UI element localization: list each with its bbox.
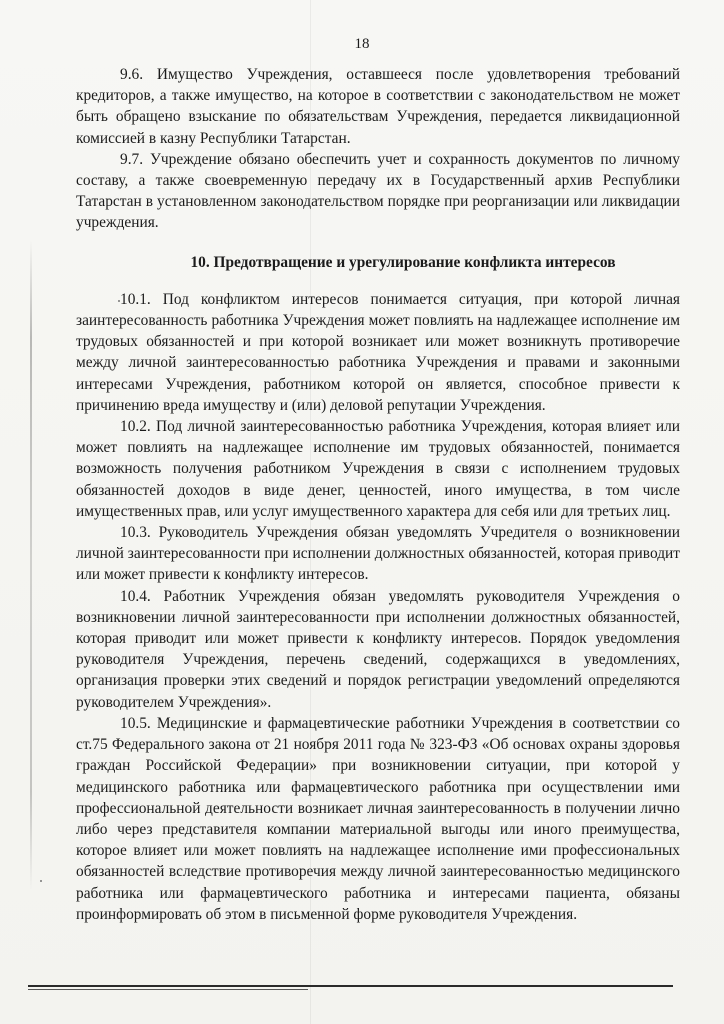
page-number: 18 [354,36,370,52]
scan-speck [118,300,120,302]
bottom-scan-rule [28,985,673,987]
paragraph-10-2: 10.2. Под личной заинтересованностью работника Учреждения, которая влияет или может повлиять на надлежащее исполнение им трудовых обязанностей, понимается возможность получения работником Учреждения в связи с исполнением трудовых обязанностей доходов в виде денег, ценностей, иного имущества, в том числе имущественных прав, или услуг имущественного характера для себя или для третьих лиц. [76,418,680,520]
scan-speck [40,880,42,882]
paragraph-9-6: 9.6. Имущество Учреждения, оставшееся после удовлетворения требований кредиторов, а также имущество, на которое в соответствии с законодательством не может быть обращено взыскание по обязательствам Учреждения, передается ликвидационной комиссией в казну Республики Татарстан. [76,66,680,147]
bottom-scan-rule-secondary [28,989,308,990]
paragraph-10-1: 10.1. Под конфликтом интересов понимается ситуация, при которой личная заинтересованность работника Учреждения может повлиять на надлежащее исполнение им трудовых обязанностей и при которой возникает или может возникнуть противоречие между личной заинтересованностью работника Учреждения и правами и законными интересами Учреждения, работником которой он является, способное привести к причинению вреда имуществу и (или) деловой репутации Учреждения. [76,290,680,414]
paragraph-9-7: 9.7. Учреждение обязано обеспечить учет и сохранность документов по личному составу, а также своевременную передачу их в Государственный архив Республики Татарстан в установленном законодательством порядке при реорганизации или ликвидации учреждения. [76,150,680,232]
paragraph-10-4: 10.4. Работник Учреждения обязан уведомлять руководителя Учреждения о возникновении личной заинтересованности при исполнении должностных обязанностей, которая приводит или может привести к конфликту интересов. Порядок уведомления руководителя Учреждения, перечень сведений, содержащихся в уведомлениях, организация проверки этих сведений и порядок регистрации уведомлений определяются руководителем Учреждения». [76,587,680,711]
section-10-heading: 10. Предотвращение и урегулирование конфликта интересов [190,253,616,271]
paragraph-10-5: 10.5. Медицинские и фармацевтические работники Учреждения в соответствии со ст.75 Федерального закона от 21 ноября 2011 года № 323-ФЗ «Об основах охраны здоровья граждан Российской Федерации» при возникновении ситуации, при которой у медицинского работника или фармацевтического работника при осуществлении ими профессиональной деятельности возникает личная заинтересованность в получении лично либо через представителя компании материальной выгоды или иного преимущества, которое влияет или может повлиять на надлежащее исполнение ими профессиональных обязанностей вследствие противоречия между личной заинтересованностью медицинского работника или фармацевтического работника и интересами пациента, обязаны проинформировать об этом в письменной форме руководителя Учреждения. [76,714,680,923]
scan-edge-mark [30,240,32,890]
document-body [76,64,680,925]
paragraph-10-3: 10.3. Руководитель Учреждения обязан уведомлять Учредителя о возникновении личной заинтересованности при исполнении должностных обязанностей, которая приводит или может привести к конфликту интересов. [76,524,680,584]
